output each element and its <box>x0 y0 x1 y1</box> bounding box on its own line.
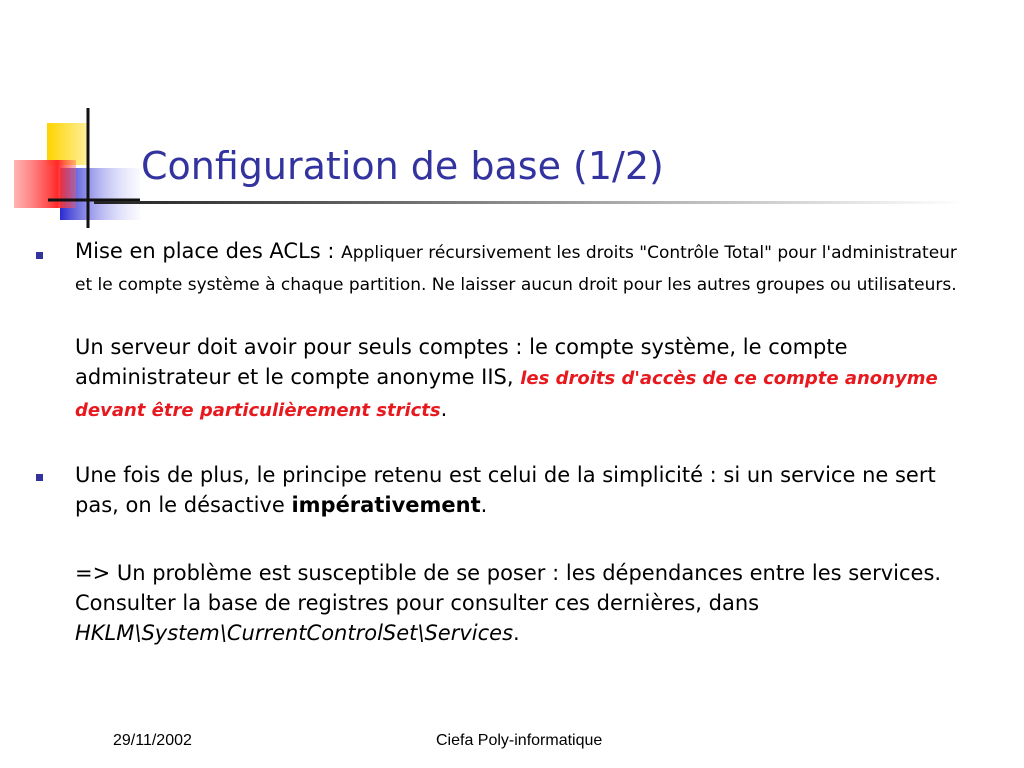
title-underline <box>94 201 964 204</box>
decorative-squares-logo <box>0 100 140 230</box>
slide-title: Configuration de base (1/2) <box>141 144 664 188</box>
bullet-2-end: . <box>480 493 488 517</box>
bullet-2-main: Une fois de plus, le principe retenu est celui de la simplicité : si un service ne sert pas, on le désactive <box>75 463 936 517</box>
bullet-1-detail: Appliquer récursivement les droits "Contrôle Total" pour l'administrateur et le compte système à chaque partition. Ne laisser aucun droit pour les autres groupes ou utilisateurs. <box>75 243 957 295</box>
paragraph-2-emphasis: les droits d'accès de ce compte anonyme devant être particulièrement stricts <box>75 368 938 421</box>
paragraph-2-text: Un serveur doit avoir pour seuls comptes : le compte système, le compte administrateur et le compte anonyme IIS, <box>75 335 848 389</box>
bullet-2-para2-text: => Un problème est susceptible de se poser : les dépendances entre les services. Consulter la base de registres pour consulter ces dernières, dans <box>75 561 942 615</box>
bullet-1-lead: Mise en place des ACLs : <box>75 239 342 263</box>
bullet-2-text <box>75 460 965 520</box>
bullet-2-paragraph-2 <box>75 558 965 648</box>
paragraph-2-end: . <box>440 397 448 421</box>
yellow-square <box>47 123 89 165</box>
bullet-marker <box>36 474 43 481</box>
bullet-2-para2-end: . <box>513 621 520 645</box>
bullet-2-bold: impérativement <box>291 493 481 517</box>
registry-path: HKLM\System\CurrentControlSet\Services <box>75 621 514 645</box>
bullet-1-text <box>75 236 965 300</box>
bullet-1-paragraph-2 <box>75 332 965 426</box>
footer-organization: Ciefa Poly-informatique <box>436 732 603 749</box>
bullet-marker <box>36 252 43 259</box>
footer-date: 29/11/2002 <box>113 732 192 749</box>
